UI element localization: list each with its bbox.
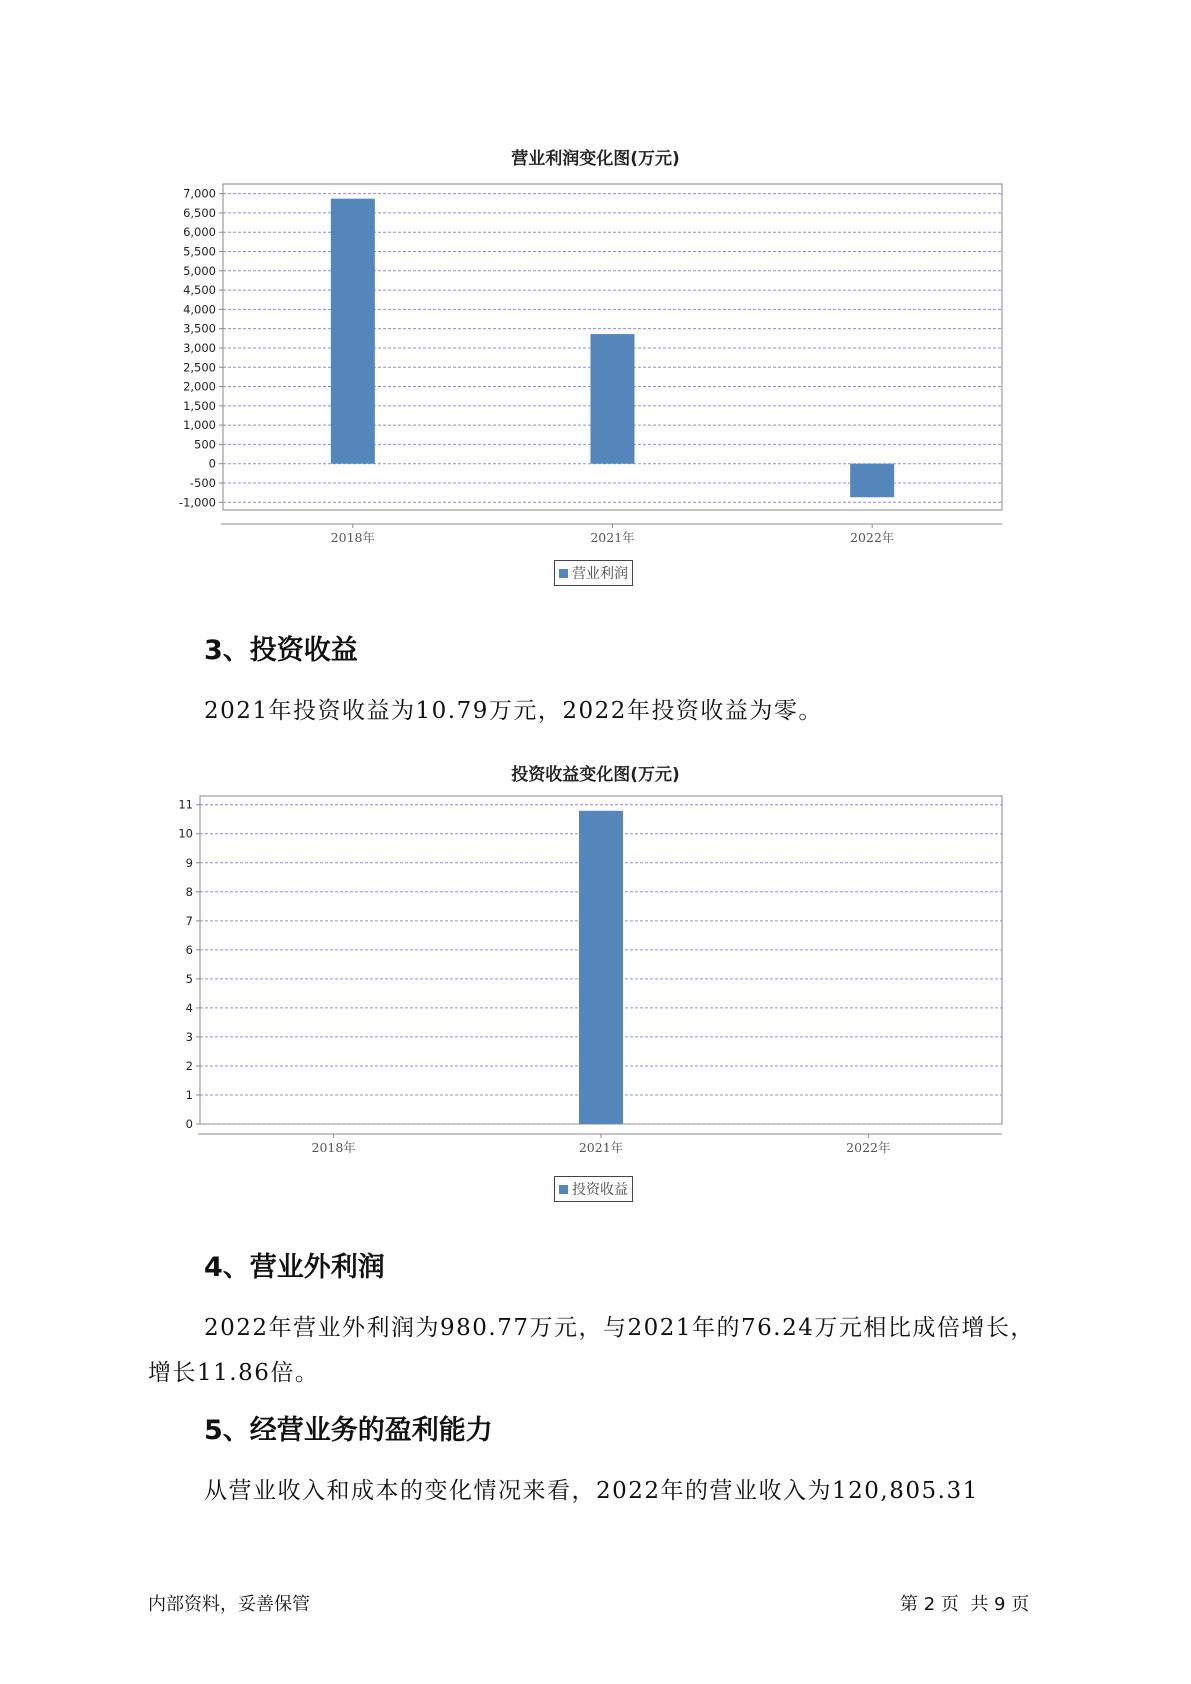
chart1-legend-label: 营业利润 bbox=[572, 566, 628, 582]
y-tick-label: 5,500 bbox=[183, 244, 216, 259]
y-tick-label: 7 bbox=[185, 913, 193, 928]
y-tick-label: 1 bbox=[185, 1087, 193, 1102]
y-tick-label: 7,000 bbox=[183, 186, 216, 201]
y-tick-label: 6 bbox=[185, 942, 193, 957]
section-text-investment: 2021年投资收益为10.79万元，2022年投资收益为零。 bbox=[204, 698, 823, 724]
bar bbox=[579, 811, 623, 1124]
y-tick-label: 11 bbox=[178, 797, 193, 812]
y-tick-label: 3 bbox=[185, 1029, 193, 1044]
y-tick-label: 0 bbox=[185, 1117, 193, 1131]
y-tick-label: 8 bbox=[185, 884, 193, 899]
y-tick-label: 0 bbox=[208, 456, 216, 471]
y-tick-label: -500 bbox=[189, 475, 216, 490]
y-tick-label: 1,000 bbox=[183, 418, 216, 433]
section-heading-nonoperating: 4、营业外利润 bbox=[204, 1252, 385, 1283]
y-tick-label: 4,000 bbox=[183, 302, 216, 317]
section-text-nonoperating-line2: 增长11.86倍。 bbox=[148, 1360, 320, 1386]
section-heading-investment: 3、投资收益 bbox=[204, 635, 358, 666]
y-tick-label: 2,000 bbox=[183, 379, 216, 394]
y-tick-label: 4,500 bbox=[183, 283, 216, 298]
y-tick-label: 6,500 bbox=[183, 205, 216, 220]
y-tick-label: 3,500 bbox=[183, 321, 216, 336]
y-tick-label: 3,000 bbox=[183, 340, 216, 355]
y-tick-label: 500 bbox=[194, 437, 216, 452]
y-tick-label: 6,000 bbox=[183, 225, 216, 240]
x-tick-label: 2021年 bbox=[590, 530, 635, 545]
y-tick-label: 1,500 bbox=[183, 398, 216, 413]
section-text-nonoperating-line1: 2022年营业外利润为980.77万元，与2021年的76.24万元相比成倍增长， bbox=[204, 1315, 1035, 1341]
footer-page-number: 第 2 页 共 9 页 bbox=[900, 1594, 1030, 1615]
section-text-profitability: 从营业收入和成本的变化情况来看，2022年的营业收入为120,805.31 bbox=[204, 1478, 979, 1504]
y-tick-label: 5,000 bbox=[183, 263, 216, 278]
y-tick-label: 9 bbox=[185, 855, 193, 870]
chart2-legend-label: 投资收益 bbox=[572, 1182, 628, 1198]
x-tick-label: 2022年 bbox=[850, 530, 895, 545]
chart2-title: 投资收益变化图(万元) bbox=[511, 765, 680, 785]
y-tick-label: 10 bbox=[178, 826, 193, 841]
legend-swatch-icon bbox=[559, 1185, 568, 1194]
x-tick-label: 2018年 bbox=[330, 530, 375, 545]
section-heading-profitability: 5、经营业务的盈利能力 bbox=[204, 1415, 493, 1446]
chart2-legend bbox=[554, 1176, 633, 1202]
chart1-title: 营业利润变化图(万元) bbox=[511, 149, 680, 169]
y-tick-label: 4 bbox=[185, 1000, 193, 1015]
y-tick-label: -1,000 bbox=[178, 495, 216, 510]
y-tick-label: 5 bbox=[185, 971, 193, 986]
footer-confidential: 内部资料，妥善保管 bbox=[148, 1594, 310, 1615]
y-tick-label: 2 bbox=[185, 1058, 193, 1073]
x-tick-label: 2018年 bbox=[311, 1140, 356, 1155]
x-tick-label: 2022年 bbox=[846, 1140, 891, 1155]
y-tick-label: 2,500 bbox=[183, 360, 216, 375]
x-tick-label: 2021年 bbox=[578, 1140, 624, 1155]
